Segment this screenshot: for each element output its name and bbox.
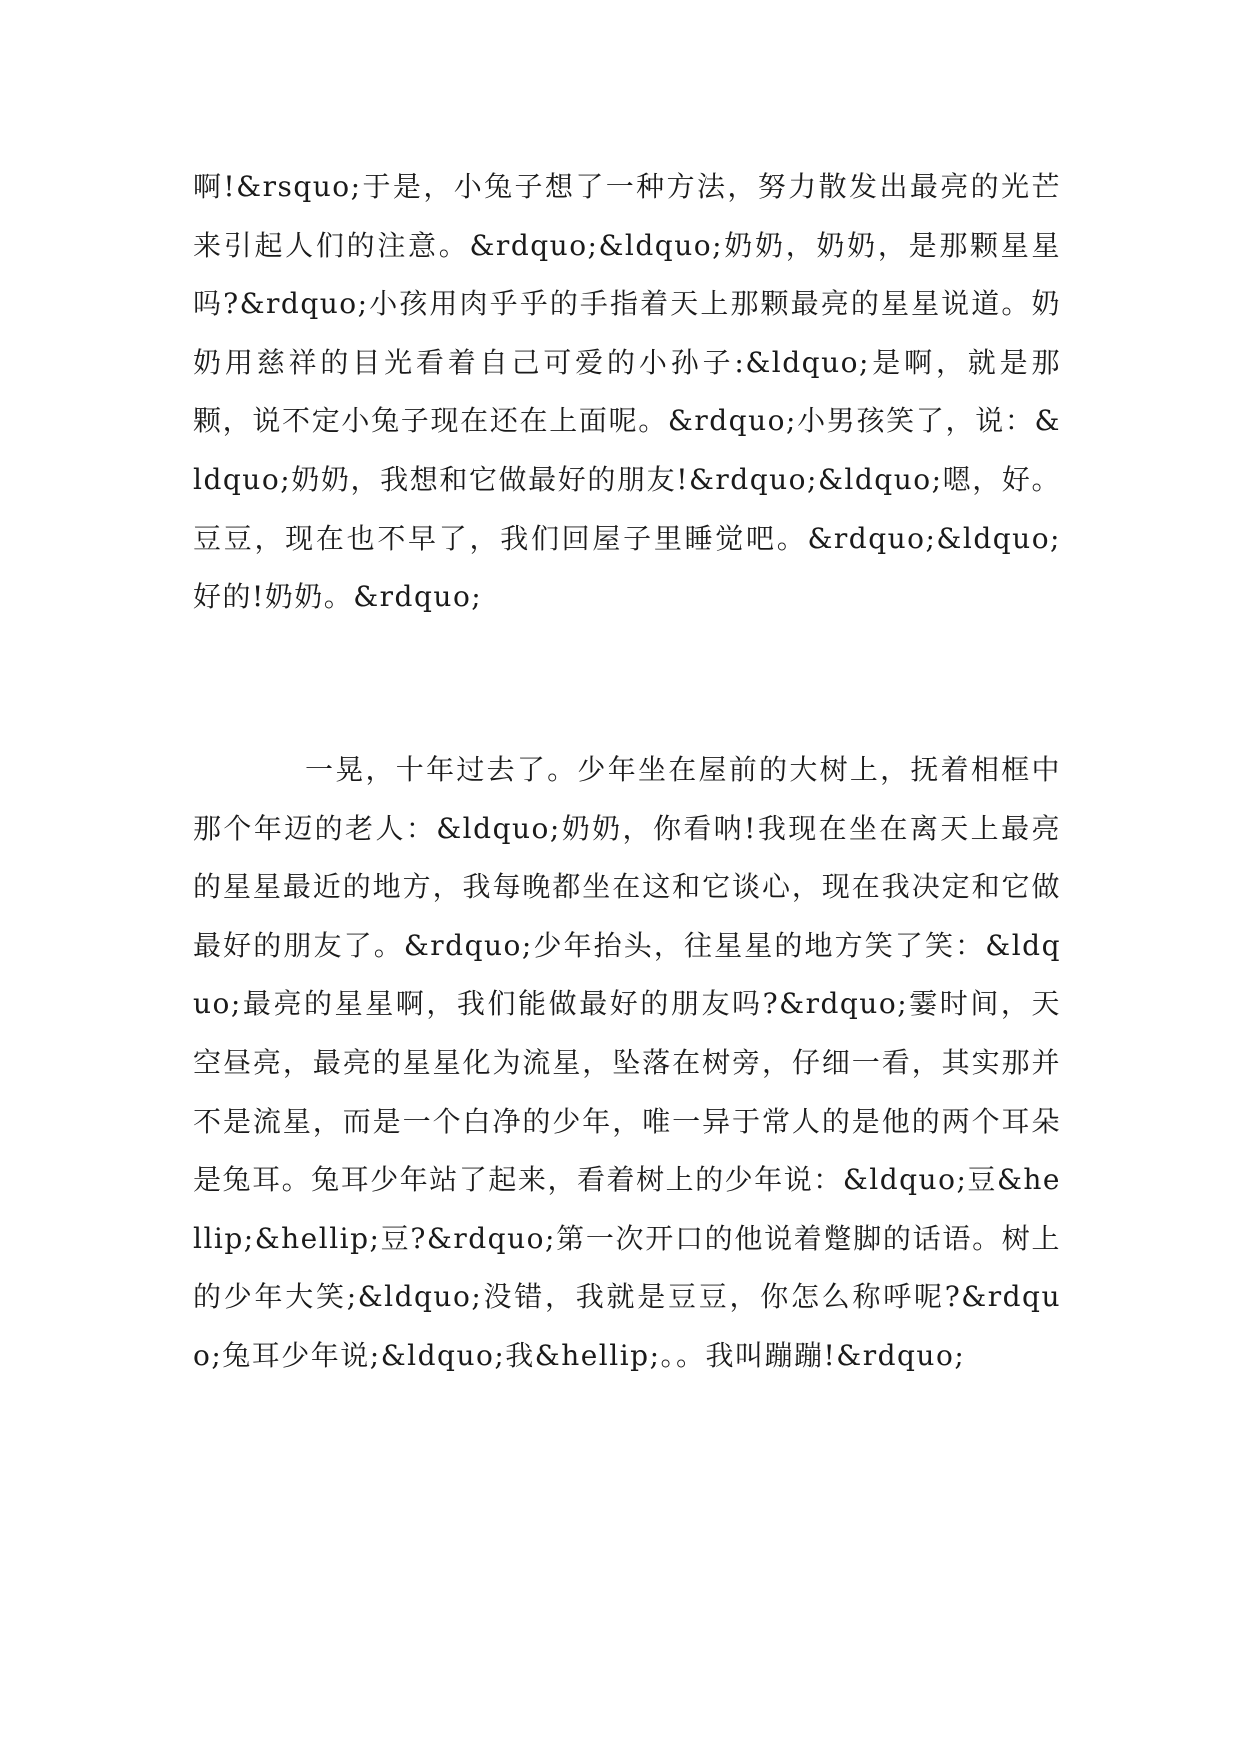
story-paragraph-1: 啊!&rsquo;于是，小兔子想了一种方法，努力散发出最亮的光芒来引起人们的注意。&rdquo;&ldquo;奶奶，奶奶，是那颗星星吗?&rdquo;小孩用肉乎乎的手指着天上那颗最亮的星星说道。奶奶用慈祥的目光看着自己可爱的小孙子:&ldquo;是啊，就是那颗，说不定小兔子现在还在上面呢。&rdquo;小男孩笑了，说：&ldquo;奶奶，我想和它做最好的朋友!&rdquo;&ldquo;嗯，好。豆豆，现在也不早了，我们回屋子里睡觉吧。&rdquo;&ldquo;好的!奶奶。&rdquo; (193, 170, 1061, 614)
story-paragraph-2: 一晃，十年过去了。少年坐在屋前的大树上，抚着相框中那个年迈的老人：&ldquo;奶奶，你看呐!我现在坐在离天上最亮的星星最近的地方，我每晚都坐在这和它谈心，现在我决定和它做最好的朋友了。&rdquo;少年抬头，往星星的地方笑了笑：&ldquo;最亮的星星啊，我们能做最好的朋友吗?&rdquo;霎时间，天空昼亮，最亮的星星化为流星，坠落在树旁，仔细一看，其实那并不是流星，而是一个白净的少年，唯一异于常人的是他的两个耳朵是兔耳。兔耳少年站了起来，看着树上的少年说：&ldquo;豆&hellip;&hellip;豆?&rdquo;第一次开口的他说着蹩脚的话语。树上的少年大笑;&ldquo;没错，我就是豆豆，你怎么称呼呢?&rdquo;兔耳少年说;&ldquo;我&hellip;。。我叫蹦蹦!&rdquo; (193, 753, 1061, 1372)
